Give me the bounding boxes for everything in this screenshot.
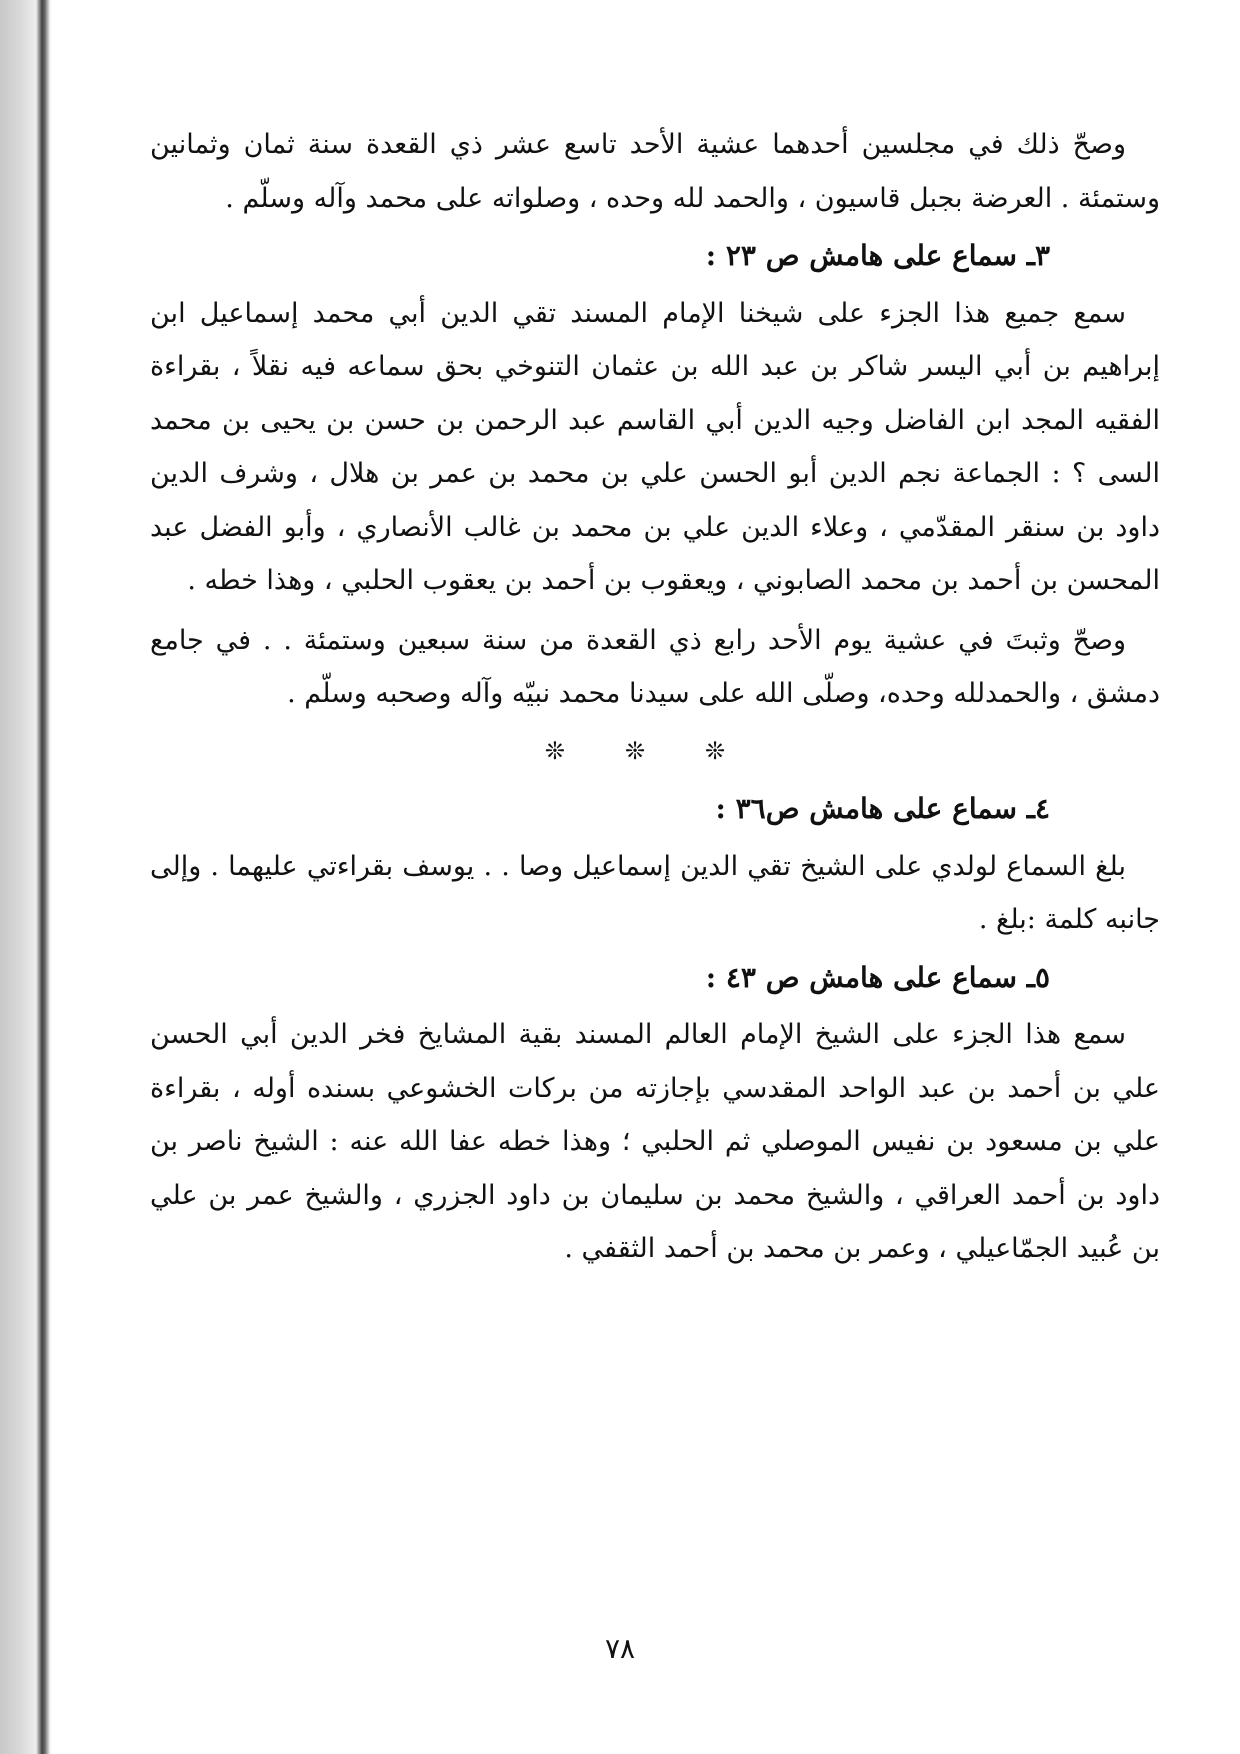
page-number: ٧٨ [604, 1632, 636, 1665]
section-heading-5: ٥ـ سماع على هامش ص ٤٣ : [705, 960, 1050, 994]
page-body [150, 118, 1160, 1276]
paragraph-audition-4: بلغ السماع لولدي على الشيخ تقي الدين إسماعيل وصا . . يوسف بقراءتي عليهما . وإلى جانبه كلمة :بلغ . [150, 850, 1160, 935]
binding-edge-shadow [0, 0, 52, 1754]
section-heading-3: ٣ـ سماع على هامش ص ٢٣ : [705, 239, 1050, 272]
paragraph-closing-note-3: وصحّ وثبتَ في عشية يوم الأحد رابع ذي القعدة من سنة سبعين وستمئة . . في جامع دمشق ، والحمدلله وحده، وصلّى الله على سيدنا محمد نبيّه وآله وصحبه وسلّم . [150, 624, 1160, 709]
section-heading-4: ٤ـ سماع على هامش ص٣٦ : [715, 792, 1050, 825]
paragraph-audition-3: سمع جميع هذا الجزء على شيخنا الإمام المسند تقي الدين أبي محمد إسماعيل ابن إبراهيم بن أبي اليسر شاكر بن عبد الله بن عثمان التنوخي بحق سماعه فيه نقلاً ، بقراءة الفقيه المجد ابن الفاضل وجيه الدين أبي القاسم عبد الرحمن بن حسن بن يحيى بن محمد السى ؟ : الجماعة نجم الدين أبو الحسن علي بن محمد بن عمر بن هلال ، وشرف الدين داود بن سنقر المقدّمي ، وعلاء الدين علي بن محمد بن غالب الأنصاري ، وأبو الفضل عبد المحسن بن أحمد بن محمد الصابوني ، ويعقوب بن أحمد بن يعقوب الحلبي ، وهذا خطه . [150, 297, 1160, 596]
divider-star: ❊ [624, 736, 646, 765]
paragraph-closing-note-1: وصحّ ذلك في مجلسين أحدهما عشية الأحد تاسع عشر ذي القعدة سنة ثمان وثمانين وستمئة . العرضة بجبل قاسيون ، والحمد لله وحده ، وصلواته على محمد وآله وسلّم . [150, 129, 1160, 214]
divider-star: ❊ [705, 736, 726, 765]
divider-star: ❊ [544, 736, 565, 765]
section-divider-stars [150, 725, 1160, 779]
paragraph-audition-5: سمع هذا الجزء على الشيخ الإمام العالم المسند بقية المشايخ فخر الدين أبي الحسن علي بن أحمد بن عبد الواحد المقدسي بإجازته من بركات الخشوعي بسنده أوله ، بقراءة علي بن مسعود بن نفيس الموصلي ثم الحلبي ؛ وهذا خطه عفا الله عنه : الشيخ ناصر بن داود بن أحمد العراقي ، والشيخ محمد بن سليمان بن داود الجزري ، والشيخ عمر بن علي بن عُبيد الجمّاعيلي ، وعمر بن محمد بن أحمد الثقفي . [150, 1019, 1160, 1264]
